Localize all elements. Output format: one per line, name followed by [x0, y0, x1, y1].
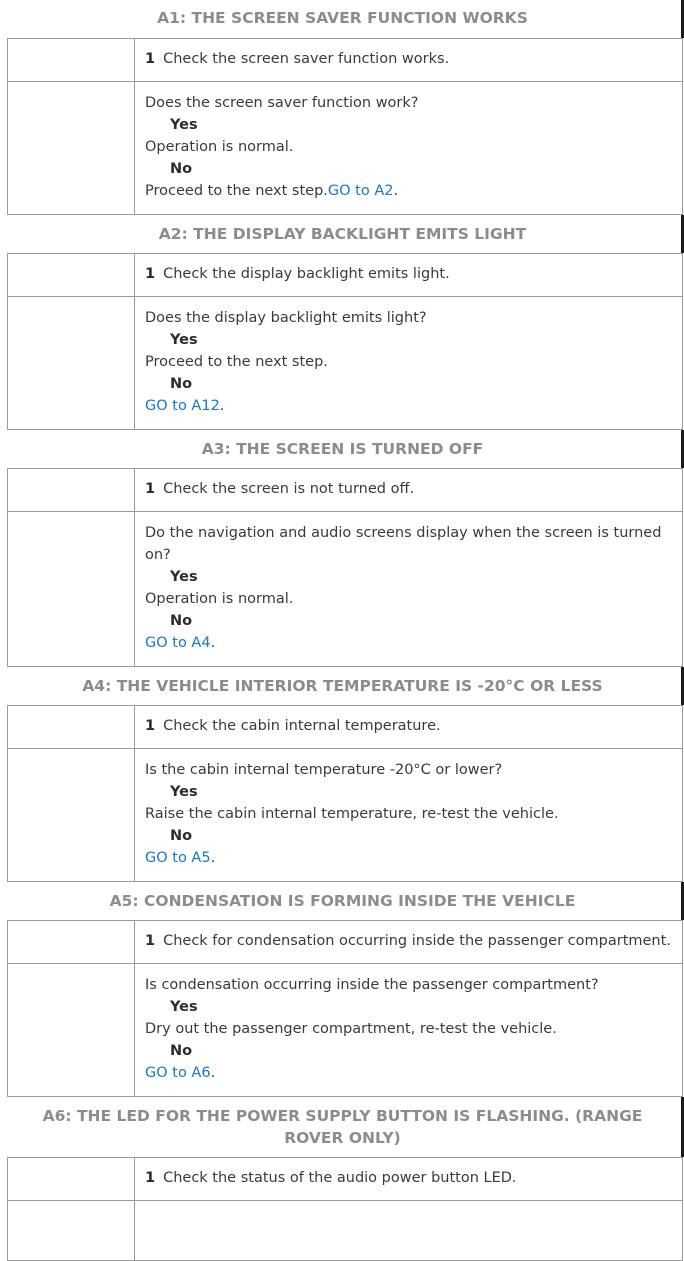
step-cell [135, 921, 683, 964]
no-action-text: Proceed to the next step. [145, 183, 328, 199]
step-number: 1 [145, 51, 156, 67]
empty-cell [8, 921, 135, 964]
section-header-a5: A5: CONDENSATION IS FORMING INSIDE THE VEHICLE [4, 882, 684, 920]
link-suffix: . [210, 850, 216, 866]
step-text: Check the status of the audio power button LED. [163, 1170, 517, 1186]
no-label: No [170, 613, 193, 629]
link-suffix: . [210, 1065, 216, 1081]
empty-cell [8, 706, 135, 749]
no-label: No [170, 161, 193, 177]
no-label: No [170, 376, 193, 392]
goto-link-a6[interactable]: GO to A6 [145, 1065, 211, 1081]
empty-cell [8, 1158, 135, 1201]
yes-action: Operation is normal. [145, 591, 294, 607]
question-cell [135, 749, 683, 882]
section-table-a6 [7, 1157, 683, 1261]
yes-action: Operation is normal. [145, 139, 294, 155]
question-cell [135, 964, 683, 1097]
no-label: No [170, 1043, 193, 1059]
question-cell [135, 297, 683, 430]
goto-link-a12[interactable]: GO to A12 [145, 398, 220, 414]
empty-cell [8, 964, 135, 1097]
empty-cell [8, 749, 135, 882]
yes-action: Raise the cabin internal temperature, re-test the vehicle. [145, 806, 559, 822]
section-header-a3: A3: THE SCREEN IS TURNED OFF [4, 430, 684, 468]
section-table-a2 [7, 253, 683, 430]
goto-link-a5[interactable]: GO to A5 [145, 850, 211, 866]
question-text: Is the cabin internal temperature -20°C or lower? [145, 762, 503, 778]
yes-label: Yes [170, 117, 198, 133]
step-cell [135, 254, 683, 297]
no-action [145, 847, 672, 869]
yes-action: Proceed to the next step. [145, 354, 328, 370]
empty-cell [8, 82, 135, 215]
link-suffix: . [219, 398, 225, 414]
empty-cell [8, 297, 135, 430]
yes-label: Yes [170, 999, 198, 1015]
empty-cell [8, 512, 135, 667]
no-label: No [170, 828, 193, 844]
no-action [145, 180, 672, 202]
link-suffix: . [393, 183, 399, 199]
yes-label: Yes [170, 784, 198, 800]
section-header-a6: A6: THE LED FOR THE POWER SUPPLY BUTTON IS FLASHING. (RANGE ROVER ONLY) [4, 1097, 684, 1157]
section-header-a2: A2: THE DISPLAY BACKLIGHT EMITS LIGHT [4, 215, 684, 253]
question-cell [135, 512, 683, 667]
section-header-a1: A1: THE SCREEN SAVER FUNCTION WORKS [4, 0, 684, 38]
goto-link-a4[interactable]: GO to A4 [145, 635, 211, 651]
yes-label: Yes [170, 332, 198, 348]
section-table-a4 [7, 705, 683, 882]
empty-cell [8, 254, 135, 297]
step-number: 1 [145, 266, 156, 282]
no-action [145, 1062, 672, 1084]
question-text: Does the display backlight emits light? [145, 310, 427, 326]
no-action [145, 395, 672, 417]
empty-cell [8, 469, 135, 512]
section-table-a1 [7, 38, 683, 215]
step-text: Check the screen is not turned off. [163, 481, 415, 497]
section-table-a3 [7, 468, 683, 667]
link-suffix: . [210, 635, 216, 651]
empty-cell [8, 1201, 135, 1261]
section-table-a5 [7, 920, 683, 1097]
step-number: 1 [145, 1170, 156, 1186]
goto-link-a2[interactable]: GO to A2 [327, 183, 394, 199]
step-number: 1 [145, 933, 156, 949]
yes-action: Dry out the passenger compartment, re-test the vehicle. [145, 1021, 557, 1037]
step-text: Check the display backlight emits light. [163, 266, 450, 282]
empty-cell [8, 39, 135, 82]
section-header-a4: A4: THE VEHICLE INTERIOR TEMPERATURE IS -20°C OR LESS [4, 667, 684, 705]
step-text: Check for condensation occurring inside the passenger compartment. [163, 933, 671, 949]
step-cell [135, 39, 683, 82]
step-text: Check the screen saver function works. [163, 51, 450, 67]
step-number: 1 [145, 481, 156, 497]
question-cell [135, 1201, 683, 1261]
step-cell [135, 1158, 683, 1201]
question-text: Is condensation occurring inside the passenger compartment? [145, 977, 599, 993]
step-number: 1 [145, 718, 156, 734]
step-text: Check the cabin internal temperature. [163, 718, 441, 734]
yes-label: Yes [170, 569, 198, 585]
question-text: Do the navigation and audio screens display when the screen is turned on? [145, 525, 662, 563]
no-action [145, 632, 672, 654]
question-text: Does the screen saver function work? [145, 95, 419, 111]
step-cell [135, 469, 683, 512]
question-cell [135, 82, 683, 215]
step-cell [135, 706, 683, 749]
